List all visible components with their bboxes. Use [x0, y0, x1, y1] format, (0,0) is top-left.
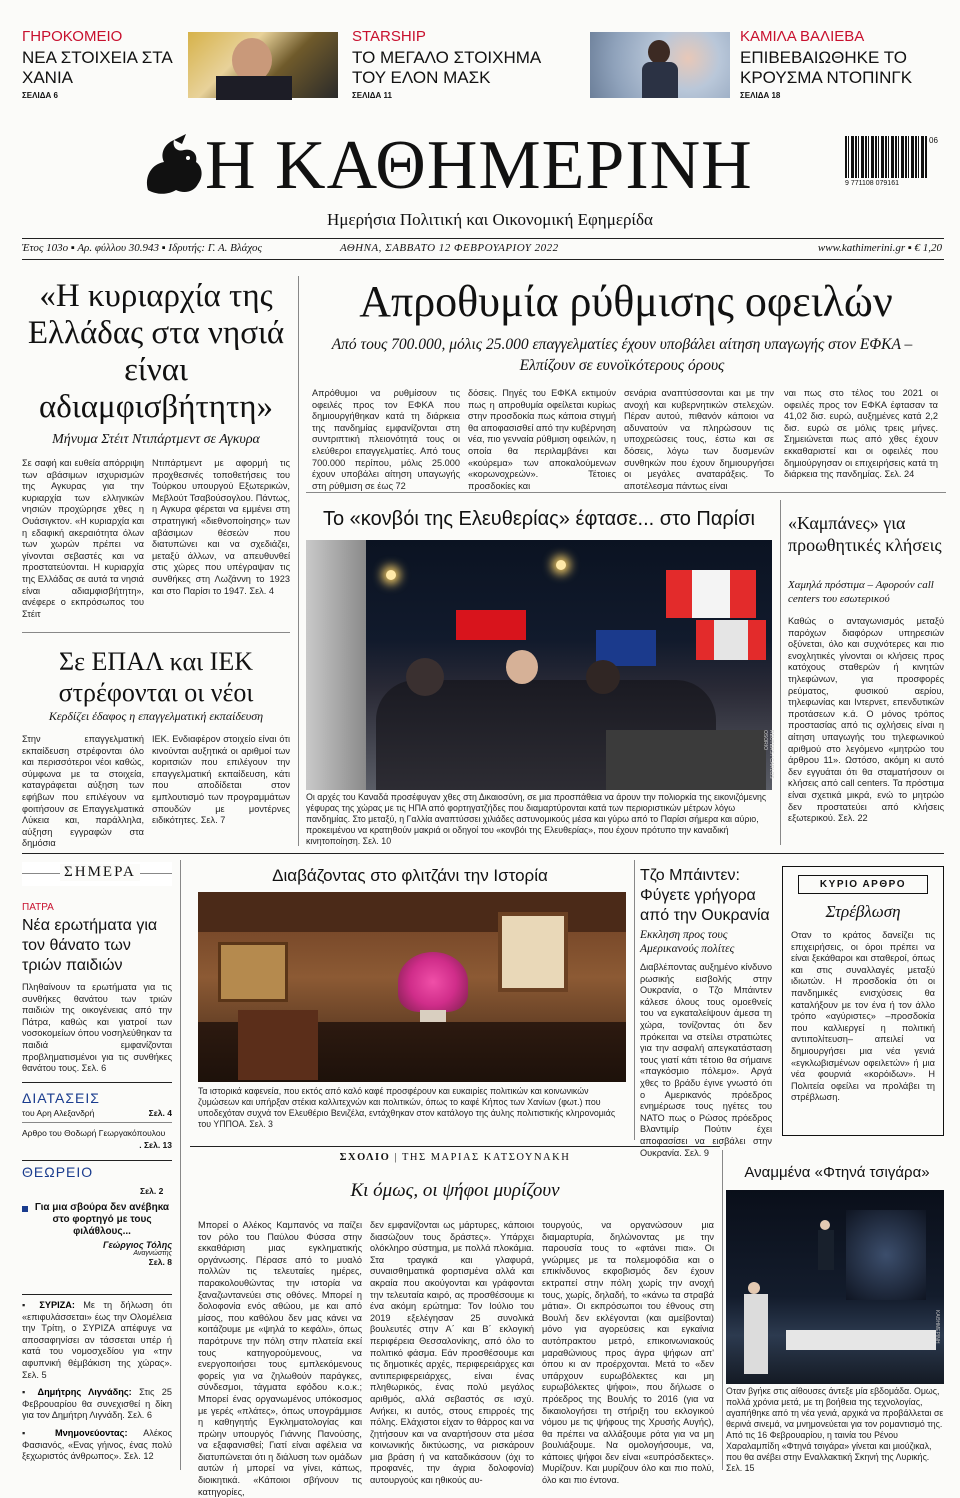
photo-credit: REUTERS / CARLOS OSORIO — [762, 730, 774, 779]
actor-head — [748, 1282, 760, 1294]
theoreio-item-text: Για μια σβούρα δεν ανέβηκα στο φορτηγό με τους φιλάθλους... — [34, 1202, 170, 1237]
column-divider — [722, 1150, 723, 1470]
scholio-header: ΣΧΟΛΙΟ | ΤΗΣ ΜΑΡΙΑΣ ΚΑΤΣΟΥΝΑΚΗ — [339, 1152, 571, 1163]
stage-platform — [786, 1330, 936, 1350]
dateline-rule-top — [22, 238, 944, 239]
orchid-flowers — [398, 952, 468, 1012]
theoreio-page: Σελ. 2 — [140, 1186, 164, 1196]
teaser-headline: ΤΟ ΜΕΓΑΛΟ ΣΤΟΙΧΗΜΑ ΤΟΥ ΕΛΟΝ ΜΑΣΚ — [352, 48, 541, 87]
diataseis-item-text: του Αρη Αλεξανδρή — [22, 1108, 95, 1118]
teaser-page: ΣΕΛΙΔΑ 11 — [352, 91, 392, 100]
brief-item[interactable]: ▪ ΣΥΡΙΖΑ: Με τη δήλωση ότι «επιφυλάσσεται» έως την Ολομέλεια την Τρίτη, ο ΣΥΡΙΖΑ απέφυγε να αποσαφηνίσει αν τάσσεται υπέρ ή κατά του νομοσχεδίου για «την αφυπνική θέμβάκιση της χώρας». Σελ. 5 — [22, 1300, 172, 1380]
red-lights — [456, 610, 526, 640]
griffin-logo-icon — [134, 132, 208, 200]
diataseis-item-page: Σελ. 4 — [148, 1108, 172, 1118]
street-light — [556, 560, 566, 570]
actor-head — [820, 1220, 830, 1230]
divider — [22, 1122, 172, 1123]
suit-shape — [216, 76, 292, 100]
canada-flag — [696, 620, 766, 660]
theoreio-author: Γεώργιος Τόλης — [102, 1240, 172, 1250]
teaser-starship[interactable] — [352, 28, 572, 100]
divider — [22, 1160, 172, 1161]
convoy-photo — [306, 540, 772, 790]
teaser-page: ΣΕΛΙΔΑ 18 — [740, 91, 781, 100]
dateline-date: ΑΘΗΝΑ, ΣΑΒΒΑΤΟ 12 ΦΕΒΡΟΥΑΡΙΟΥ 2022 — [340, 242, 559, 254]
theoreio-item-page: Σελ. 8 — [148, 1257, 172, 1267]
teaser-headline: ΝΕΑ ΣΤΟΙΧΕΙΑ ΣΤΑ ΧΑΝΙΑ — [22, 48, 172, 87]
masthead-title: Η ΚΑΘΗΜΕΡΙΝΗ — [205, 127, 753, 204]
column-divider — [298, 276, 299, 846]
theatre-caption: Οταν βγήκε στις αίθουσες άντεξε μία εβδομάδα. Ομως, πολλά χρόνια μετά, με τη βοήθεια της τεχνολογίας, αγαπήθηκε από τη νέα γενιά, αρχικά να προβάλλεται σε θερινά σινεμά, να μνημονεύεται για τον ρομαντισμό της. Από τις 16 Φεβρουαρίου, η ταινία του Ρένου Χαραλαμπίδη «Φτηνά τσιγάρα» γίνεται και μιούζικαλ, που θα ανέβει στην Εναλλακτική Σκηνή της Λυρικής. Σελ. 15 — [726, 1386, 944, 1473]
bells-headline[interactable]: «Καμπάνες» για προωθητικές κλήσεις — [788, 513, 942, 555]
convoy-headline[interactable]: Το «κονβόι της Ελευθερίας» έφτασε... στο Παρίσι — [322, 508, 755, 530]
teaser-kicker: ΚΑΜΙΛΑ ΒΑΛΙΕΒΑ — [740, 28, 865, 45]
brief-text: Αλέκος Φασιανός, «Ενας γήινος, ένας πολύ ξεχωριστός άνθρωπος». Σελ. 12 — [22, 1427, 173, 1462]
actor-body — [818, 1230, 834, 1270]
scholio-headline[interactable]: Κι όμως, οι ψήφοι μυρίζουν — [350, 1180, 560, 1201]
greece-col-1: Σε σαφή και ευθεία απόρριψη των αβάσιμων ισχυρισμών της Αγκυρας για την κυριαρχία των ελληνικών νησιών προχώρησε χθες η Ουάσιγκτον. «Η κυριαρχία και η εδαφική ακεραιότητα όλων των χωρών πρέπει να γίνονται σεβαστές και να προστατεύονται. Η κυριαρχία της Ελλάδας σε αυτά τα νησιά είναι αδιαμφισβήτητη», ανέφερε ο εκπρόσωπος του Στέιτ — [22, 458, 144, 619]
today-headline[interactable]: Νέα ερωτήματα για τον θάνατο των τριών παιδιών — [22, 917, 158, 974]
today-kicker: ΠΑΤΡΑ — [22, 902, 54, 913]
bar-counter — [238, 1010, 318, 1080]
epal-headline[interactable]: Σε ΕΠΑΛ και ΙΕΚ στρέφονται οι νέοι — [58, 647, 254, 707]
today-body: Πληθαίνουν τα ερωτήματα για τις συνθήκες θανάτου των τριών παιδιών της οικογένειας από την Πάτρα, καθώς και γιατροί των νοσοκομείων όπου νοσηλεύθηκαν τα παιδιά εμφανίζονται προβληματισμένοι για τις συνθήκες θανάτου τους. Σελ. 6 — [22, 982, 172, 1074]
teaser-nursing-home[interactable] — [22, 28, 182, 100]
greece-deck: Μήνυμα Στέιτ Ντιπάρτμεντ σε Αγκυρα — [52, 432, 260, 447]
divider — [306, 492, 946, 493]
column-divider — [180, 860, 181, 1470]
editorial-label: ΚΥΡΙΟ ΑΡΘΡΟ — [798, 875, 928, 894]
dateline-left: Έτος 103ο ▪ Αρ. φύλλου 30.943 ▪ Ιδρυτής: Γ. Α. Βλάχος — [22, 242, 263, 254]
lead-deck: Από τους 700.000, μόλις 25.000 επαγγελματίες έχουν υποβάλει αίτηση υπαγωγής στον ΕΦΚΑ – Ελπίζουν σε ευνοϊκότερους όρους — [331, 336, 913, 374]
stage-light — [846, 1210, 926, 1300]
diataseis-item[interactable] — [22, 1128, 172, 1150]
lead-col-4: ναι πως στο τέλος του 2021 οι οφειλές προς τον ΕΦΚΑ έφτασαν τα 41,02 δισ. ευρώ, αυξημένες κατά 2,2 δισ. ευρώ σε μόλις τρεις μήνες. Σημειώνεται πως από χθες έχουν εκκαθαριστεί και οι οφειλές που δημιούργησαν οι επιχειρήσεις κατά τη διάρκεια της πανδημίας. Σελ. 24 — [784, 388, 938, 480]
scholio-label: ΣΧΟΛΙΟ — [339, 1152, 391, 1163]
scholio-col-3: τουργούς, να οργανώσουν μια διαμαρτυρία, δηλώνοντας με την παρουσία τους το «φτάνει πια». Οι γνώριμες με τα πολεμοφόδια και ο επικίνδυνος εκφοβισμός δεν έχουν εκτραπεί στην πόλη χωρίς την ανοχή τους, χωρίς, δηλαδή, το «κάνω τα στραβά μάτια». Οι εκπρόσωποι του έθνους στη Βουλή δεν εκλέγονται (και αμείβονται) μόνο για αγορεύσεις και εγκαίνια αυτόπρακτου μετρό, επικοινωνιακούς μαραθώνιους προς άγρα ψήφων απ' όπου κι αν προέρχονται. Μετά το «δεν υπάρχουν ευρωβόλεκτες και μη ευρωβόλεκτες ψήφοι», που δήλωσε ο πρόεδρος της Βουλής το 2016 (για να δικαιολογήσει τη στήριξη του εκλογικού νόμου με τις ψήφους της Χρυσής Αυγής), θα πρέπει να αλλάξουμε ρότα για να μη βουλιάξουμε. Να ομολογήσουμε, να, κάποιες ψήφοι δεν είναι «ευπρόσδεκτες». Μυρίζουν. Και μυρίζουν όλο και πιο πολύ, όλο και πιο έντονα. — [542, 1220, 714, 1486]
person — [506, 650, 538, 684]
lead-headline[interactable]: Απροθυμία ρύθμισης οφειλών — [359, 277, 893, 326]
section-rule — [22, 853, 944, 854]
theoreio-item[interactable] — [22, 1202, 172, 1267]
theatre-headline[interactable]: Αναμμένα «Φτηνά τσιγάρα» — [744, 1164, 930, 1181]
divider — [22, 1082, 172, 1083]
epal-deck: Κερδίζει έδαφος η επαγγελματική εκπαίδευση — [48, 709, 264, 723]
lead-col-1: Απρόθυμοι να ρυθμίσουν τις οφειλές προς τον ΕΦΚΑ που δημιουργήθηκαν κατά τη διάρκεια της πανδημίας εμφανίζονται στη συντριπτική πλειονότητά τους οι ελεύθεροι επαγγελματίες. Από τους 700.000 περίπου, μόλις 25.000 έχουν υποβάλει αίτηση υπαγωγής στη ρύθμιση σε έως 72 — [312, 388, 460, 491]
barcode — [845, 136, 938, 196]
theatre-photo — [726, 1190, 944, 1384]
framed-picture — [498, 912, 568, 992]
bar-shelf — [218, 942, 288, 1002]
diataseis-item[interactable] — [22, 1108, 172, 1118]
biden-deck: Εκκληση προς τους Αμερικανούς πολίτες — [640, 929, 735, 955]
briefs-list — [22, 1300, 172, 1463]
teaser-page: ΣΕΛΙΔΑ 6 — [22, 91, 58, 100]
teaser-headline: ΕΠΙΒΕΒΑΙΩΘΗΚΕ ΤΟ ΚΡΟΥΣΜΑ ΝΤΟΠΙΝΓΚ — [740, 48, 913, 87]
theoreio-label[interactable]: ΘΕΩΡΕΙΟ — [22, 1164, 94, 1180]
epal-col-2: ΙΕΚ. Ενδιαφέρον στοιχείο είναι ότι κινούνται αυξητικά οι αριθμοί των κοριτσιών που επιλέγουν την επαγγελματική εκπαίδευση, κάτι που αποδίδεται στον εμπλουτισμό των προγραμμάτων σπουδών με μοντέρνες ειδικότητες. Σελ. 7 — [152, 734, 290, 826]
history-caption: Τα ιστορικά καφενεία, που εκτός από καλό καφέ προσφέρουν και ευκαιρίες πολιτικών και κοινωνικών ζυμώσεων και υπήρξαν στέκια καλλιτεχνών και πολιτικών, όπως το καφέ Κήπος των Χανίων (φωτ.) που υποδεχόταν συχνά τον Ελευθέριο Βενιζέλα, εντάχθηκαν στον κατάλογο της άυλης πολιτιστικής κληρονομιάς του ΥΠΠΟΑ. Σελ. 3 — [198, 1086, 616, 1129]
teaser-kicker: STARSHIP — [352, 28, 426, 45]
scholio-col-1: Μπορεί ο Αλέκος Καμπανός να παίζει τον ρόλο του Παύλου Φύσσα στην εκκαθάριση μιας εγκληματικής οργάνωσης. Πέρασε από το μυαλό πολλών τις τελευταίες ημέρες, παρακολουθώντας την ιστορία να ξαναζωντανεύει στις οθόνες. Μπορεί η δολοφονία ενός αθώου, με και από μίσος, που καθόλου δεν μας κάνει να κοιτάζουμε με «ψηλά το κεφάλι», όπως παρότρυνε την πόλη στην πλατεία εκεί τους κατηγορούμενους, να ενεργοποιήσει τους εμπλεκόμενους φορείς για να ζηλωθούν παράγκες, σύνδεσμοι, τάγματα εφόδου κ.ο.κ.; Μπορεί ένας οργανωμένος υπόκοσμος με γερές «πλάτες», όπως υπογράμμισε η καθηγητής Εγκληματολογίας και πρώην υπουργός Γιάννης Πανούσης, να εξαφανισθεί; Γιατί είναι αφέλεια να διατυπώνεται ότι η διάλυση των ομάδων αυτών ή μπορεί να γίνει, κάπως, διοικητικά. «Κάποιοι σβήνουν τις κατηγορίες, — [198, 1220, 362, 1497]
divider — [22, 632, 290, 633]
convoy-caption: Οι αρχές του Καναδά προσέφυγαν χθες στη Δικαιοσύνη, σε μια προσπάθεια να άρουν την πολιορκία της εικονιζόμενης γέφυρας της χώρας με τις ΗΠΑ από φορτηγατζήδες που διαμαρτύρονται κατά των περιοριστικών μέτρων λόγω πανδημίας. Στο μεταξύ, η Γαλλία αναπτύσσει χιλιάδες αστυνομικούς μέσα και γύρω από το Παρίσι σήμερα και αύριο, προκειμένου να κρατηθούν μακριά οι οδηγοί του «κονβόι της Ελευθερίας», που έχουν πρότυπο την καναδική κινητοποίηση. Σελ. 10 — [306, 792, 767, 846]
brief-text: Στις 25 Φεβρουαρίου θα συνεχισθεί η δίκη για τον Δημήτρη Λιγνάδη. Σελ. 6 — [22, 1387, 173, 1421]
skater-head — [648, 40, 670, 64]
brief-title: Δημήτρης Λιγνάδης: — [37, 1387, 132, 1398]
actor-coat — [744, 1294, 768, 1374]
divider — [22, 1294, 172, 1295]
teaser-kicker: ΓΗΡΟΚΟΜΕΙΟ — [22, 28, 123, 45]
bells-deck: Χαμηλά πρόστιμα – Αφορούν call centers του εσωτερικού — [788, 579, 934, 605]
teaser-valieva[interactable] — [740, 28, 950, 100]
barcode-issue: 06 — [929, 136, 938, 145]
diataseis-label[interactable]: ΔΙΑΤΑΣΕΙΣ — [22, 1090, 100, 1106]
diataseis-item-page: . Σελ. 13 — [139, 1140, 172, 1150]
dateline-rule-bottom — [22, 259, 944, 260]
theoreio-role: Αναγνώστης — [133, 1250, 172, 1257]
lead-col-2: δόσεις. Πηγές του ΕΦΚΑ εκτιμούν πως η απροθυμία οφείλεται κυρίως στην προσδοκία πως κάποια στιγμή θα αποφασισθεί από την κυβέρνηση νέα, πιο γενναία ρύθμιση οφειλών, η οποία θα περιλαμβάνει και «κούρεμα» των αποκαλούμενων «κορωνοχρεών». Τέτοιες προσδοκίες και — [468, 388, 616, 491]
person — [406, 658, 444, 696]
cafe-photo — [198, 892, 626, 1082]
column-divider — [634, 860, 635, 1140]
brief-title: ΣΥΡΙΖΑ: — [39, 1300, 75, 1310]
column-divider — [780, 500, 781, 845]
history-headline[interactable]: Διαβάζοντας στο φλιτζάνι την Ιστορία — [272, 866, 548, 885]
bullet-icon — [22, 1206, 28, 1212]
barcode-number: 9 771108 079161 — [845, 180, 899, 187]
valieva-photo — [590, 32, 730, 98]
editorial-body: Οταν το κράτος δανείζει τις επιχειρήσεις, οι όροι πρέπει να είναι ξεκάθαροι και σταθεροί, όπως και στις συναλλαγές μεταξύ ιδιωτών. Η προσδοκία ότι οι πανδημικές ενισχύσεις θα καταλήξουν με τον ένα ή τον άλλο τρόπο «αγύριστες» –προσδοκία που καλλιεργεί η πολιτική αντιπολίτευση– απειλεί να δημιουργήσει μια νέα γενιά «εγκλωβισμένων οφειλετών» ή μια νέα φουρνιά «κορόιδων». Η Πολιτεία οφείλει να προλάβει τη στρέβλωση. — [791, 930, 935, 1103]
musk-photo — [188, 32, 338, 98]
today-box — [22, 862, 172, 886]
brief-title: Μνημονεύοντας: — [55, 1427, 128, 1438]
brief-text: Με τη δήλωση ότι «επιφυλάσσεται» έως την Ολομέλεια την Τρίτη, ο ΣΥΡΙΖΑ απέφυγε να αποσαφηνίσει αν τάσσεται υπέρ ή κατά του νομοσχεδίου για «την αφυπνική θέμβάκιση της χώρας». Σελ. 5 — [22, 1300, 172, 1380]
lead-col-3: σενάρια αναπτύσσονται και με την ανοχή και κυβερνητικών στελεχών. Πέραν αυτού, πιθανόν κάποιοι να αδυνατούν να πληρώσουν τις υποχρεώσεις τους, έστω και σε δόσεις, λόγω των δυσμενών συνθηκών που έχουν δημιουργήσει οι μεγάλες αναταράξεις. Το αποτέλεσμα πάντως είναι — [624, 388, 774, 491]
person — [586, 660, 620, 694]
masthead-subtitle: Ημερήσια Πολιτική και Οικονομική Εφημερίδα — [327, 210, 653, 229]
bells-body: Καθώς ο ανταγωνισμός μεταξύ παρόχων διαφόρων υπηρεσιών οξύνεται, όλο και συχνότερες και πιο ενοχλητικές γίνονται οι κλήσεις προς κατόχους σταθερών ή κινητών τηλεφώνων, για προσφορές ρεύματος, φυσικού αερίου, τηλεφωνίας και Ιντερνετ, επενδυτικών προτάσεων κ.ά. Ο μόνος τρόπος προστασίας από τις οχλήσεις είναι η αίτηση υπαγωγής του τηλεφωνικού αριθμού στο λεγόμενο «μητρώο του άρθρου 11». Ωστόσο, ακόμη κι αυτό δεν εγγυάται ότι θα σταματήσουν οι κλήσεις από call centers. Τα πρόστιμα είναι σχετικά μικρά, ενώ το μητρώο δεν προστατεύει από κλήσεις εξωτερικού. Σελ. 22 — [788, 616, 944, 824]
brief-item[interactable]: ▪ Δημήτρης Λιγνάδης: Στις 25 Φεβρουαρίου θα συνεχισθεί η δίκη για τον Δημήτρη Λιγνάδη. Σελ. 6 — [22, 1387, 173, 1421]
scholio-col-2: δεν εμφανίζονται ως μάρτυρες, κάποιοι διασώζουν τους δράστες». Υπάρχει ολόκληρο σύστημα, με πολλά πλοκάμια. Στα τραγικά και γλαφυρά, συναισθηματικά φορτισμένα αλλά και ακραία που ακούγονται και γράφονται την τελευταία καιρό, ας προσθέσουμε κι ένα ακόμη ερώτημα: Τον Ιούλιο του 2019 εξελέγησαν 25 συνολικά βουλευτές στην Α΄ και Β΄ εκλογική περιφέρεια Θεσσαλονίκης, από όλο το πολιτικό φάσμα. Εάν προσθέσουμε και τις δημοτικές αρχές, περιφερειάρχες και αντιπεριφερειάρχες, είναι ένας πληθωρικός, ένας πολύ μεγάλος αριθμός, αλλά σεβαστός σε ισχύ. Ανήκει, κι αυτός, στους επιρροές της πόλης. Ελάχιστοι είχαν το θάρρος και να ζητήσουν και να αναρτήσουν στα μέσα κοινωνικής δικτύωσης, να ρισκάρουν μια βράση ή να καταδικάσουν (όχι το προφανές, την άγρια δολοφονία) αυτουργούς και ηθικούς αυ- — [370, 1220, 534, 1486]
canada-flag — [666, 570, 756, 618]
dateline-right: www.kathimerini.gr ▪ € 1,20 — [817, 242, 942, 254]
greece-col-2: Ντιπάρτμεντ με αφορμή τις προχθεσινές τοποθετήσεις του Τούρκου υπουργού Εξωτερικών, Μεβλούτ Τσαβούσογλου. Πάντως, η Αγκυρα φέρεται να εμμένει στη στρατηγική «διεθνοποίησης» των αβάσιμων θέσεών που διατυπώνει και να σχεδιάζει, μεταξύ άλλων, να απευθυνθεί στις χώρες που υπέγραψαν τις συνθήκες στη Λωζάννη το 1923 και στο Παρίσι το 1947. Σελ. 4 — [152, 458, 290, 596]
diataseis-item-text: Αρθρο του Θοδωρή Γεωργακόπουλου — [22, 1128, 166, 1138]
editorial-box — [782, 866, 944, 1136]
brief-item[interactable]: ▪ Μνημονεύοντας: Αλέκος Φασιανός, «Ενας γήινος, ένας πολύ ξεχωριστός άνθρωπος». Σελ. 12 — [22, 1427, 173, 1462]
photo-credit: ΚΑΘΗΜΕΡΙΝΗ — [934, 1310, 940, 1344]
skater-body — [642, 62, 678, 98]
street-light — [386, 570, 396, 580]
editorial-headline[interactable]: Στρέβλωση — [825, 902, 901, 921]
today-label: ΣΗΜΕΡΑ — [60, 864, 140, 881]
greece-headline[interactable]: «Η κυριαρχία της Ελλάδας στα νησιά είναι αδιαμφισβήτητη» — [27, 278, 285, 425]
epal-col-1: Στην επαγγελματική εκπαίδευση στρέφονται όλο και περισσότεροι νέοι καθώς, σύμφωνα με τα στοιχεία, καταγράφεται αύξηση των εφήβων που επιλέγουν να φοιτήσουν σε Επαγγελματικά Λύκεια και, παράλληλα, αύξηση εγγραφών στα δημόσια — [22, 734, 144, 849]
biden-headline[interactable]: Τζο Μπάιντεν: Φύγετε γρήγορα από την Ουκρανία — [640, 867, 770, 924]
truck-side — [306, 540, 366, 790]
biden-body: Διαβλέποντας αυξημένο κίνδυνο ρωσικής εισβολής στην Ουκρανία, ο Τζο Μπάιντεν κάλεσε όλους τους ομοεθνείς του να εγκαταλείψουν άμεσα τη χώρα, τονίζοντας ότι δεν πρόκειται να στείλει στρατιώτες για την ασφαλή απεγκατάσταση τους γιατί κάτι τέτοιο θα σήμαινε «παγκόσμιο πόλεμο». Αργά χθες το βράδυ έγινε γνωστό ότι ο Αμερικανός πρόεδρος ενημέρωσε τους ηγέτες του ΝΑΤΟ πως ο Ρώσος πρόεδρος Βλαντιμίρ Πούτιν έχει αποφασίσει να εισβάλει στην Ουκρανία. Σελ. 9 — [640, 962, 772, 1158]
road — [606, 730, 766, 790]
barcode-bars — [845, 136, 927, 178]
scholio-author: ΤΗΣ ΜΑΡΙΑΣ ΚΑΤΣΟΥΝΑΚΗ — [401, 1152, 571, 1163]
scholio-rule — [190, 1146, 720, 1147]
